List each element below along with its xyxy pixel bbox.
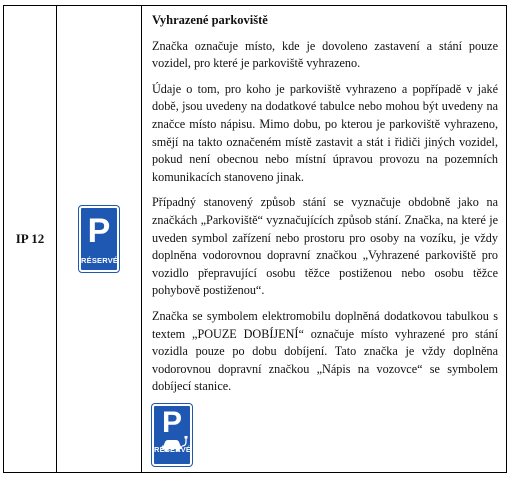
paragraph-1: Značka označuje místo, kde je dovoleno zastavení a stání pouze vozidel, pro které je parkoviště vyhrazeno.	[152, 38, 498, 71]
paragraph-3: Případný stanovený způsob stání se vyznačuje obdobně jako na značkách „Parkoviště“ vyznačujících způsob stání. Značka, na které je uveden symbol zařízení nebo prostoru pro osoby na vozíku, je vždy doplněna vodorovnou dopravní značkou „Vyhrazené parkoviště pro vozidlo přepravující osobu těžce postiženou nebo osobu těžce pohybově postiženou“.	[152, 195, 498, 298]
reserved-ev-parking-sign	[152, 404, 192, 466]
sign-cell	[57, 6, 142, 472]
description-cell	[142, 6, 506, 472]
sign-ev-letter: P	[161, 405, 182, 439]
sign-table	[3, 5, 507, 473]
sign-code: IP 12	[15, 231, 45, 246]
code-cell	[4, 6, 57, 472]
sign-ev-sublabel: RÉSERVÉ	[154, 445, 192, 455]
paragraph-4: Značka se symbolem elektromobilu doplněná dodatkovou tabulkou s textem „POUZE DOBÍJENÍ“ označuje místo vyhrazené pro stání vozidla pouze po dobu dobíjení. Tato značka je vždy doplněna vodorovnou dopravní značkou „Nápis na vozovce“ se symbolem dobíjecí stanice.	[152, 308, 498, 394]
reserved-parking-sign	[79, 206, 119, 272]
sign-sublabel: RÉSERVÉ	[81, 256, 119, 265]
sign-letter: P	[87, 212, 111, 250]
paragraph-2: Údaje o tom, pro koho je parkoviště vyhrazeno a popřípadě v jaké době, jsou uvedeny na dodatkové tabulce nebo mohou být uvedeny na značce místo nápisu. Mimo dobu, po kterou je parkoviště vyhrazeno, smějí na takto označeném místě zastavit a stát i řidiči jiných vozidel, pokud není obecnou nebo místní úpravou provozu na pozemních komunikacích stanoveno jinak.	[152, 81, 498, 184]
sign-title: Vyhrazené parkoviště	[152, 13, 268, 27]
